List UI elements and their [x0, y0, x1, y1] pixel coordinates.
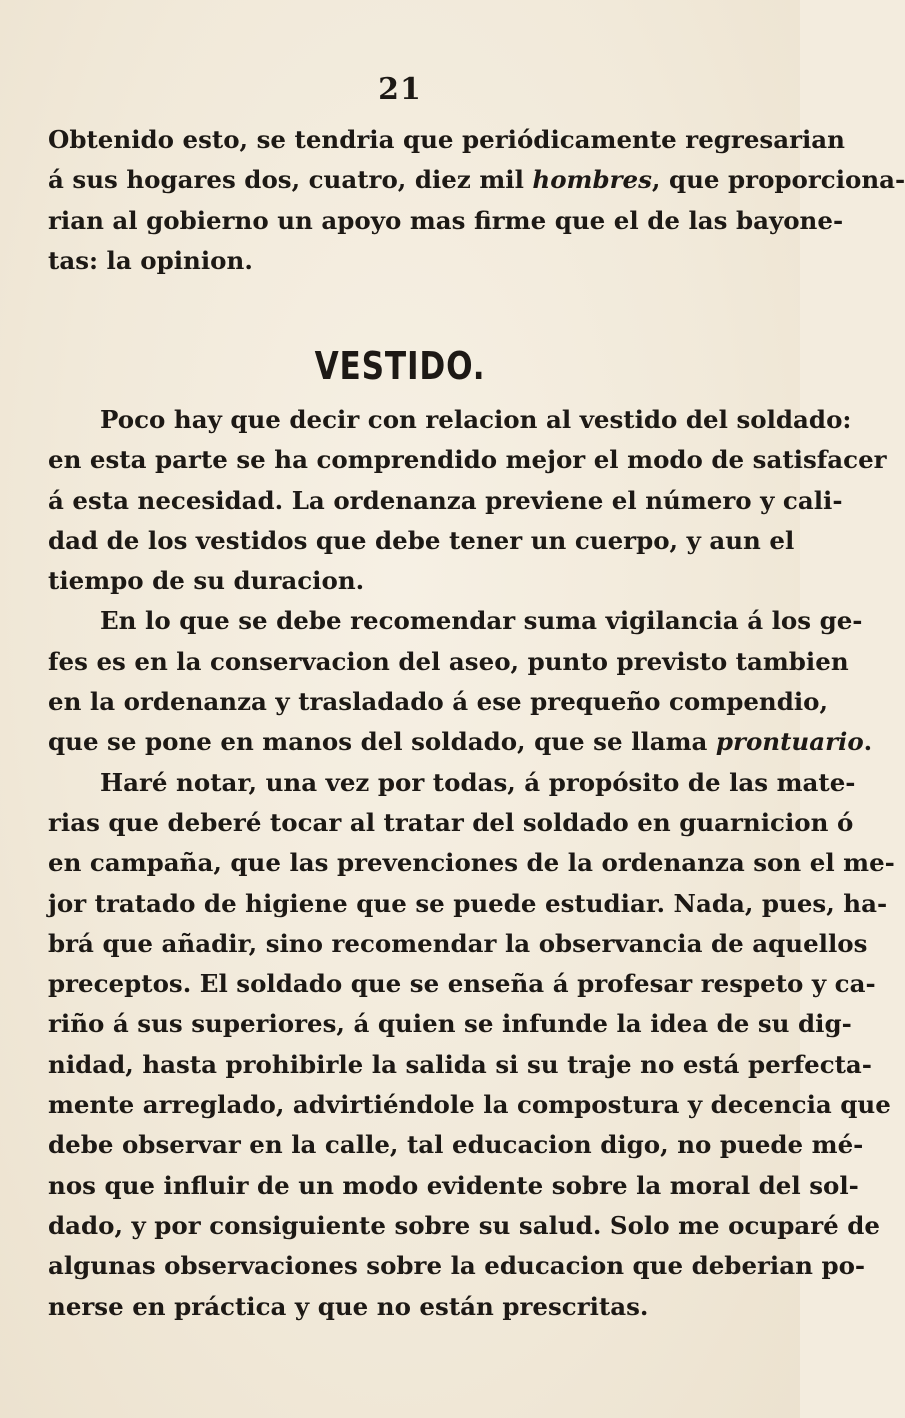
text-line: Haré notar, una vez por todas, á propósito de las mate- — [100, 767, 856, 797]
text-line: á sus hogares dos, cuatro, diez mil hombres, que proporciona- — [48, 165, 905, 195]
text-line: en la ordenanza y trasladado á ese prequeño compendio, — [48, 687, 829, 717]
italic-word: prontuario — [715, 727, 864, 757]
text-line: rian al gobierno un apoyo mas firme que el de las bayone- — [48, 205, 844, 235]
text-line: dado, y por consiguiente sobre su salud. Solo me ocuparé de — [48, 1210, 880, 1240]
text-line: rias que deberé tocar al tratar del soldado en guarnicion ó — [48, 807, 854, 837]
text-line: nerse en práctica y que no están prescritas. — [48, 1291, 649, 1321]
paragraph-vestido — [48, 400, 895, 1327]
intro-paragraph — [48, 120, 905, 281]
text-line: debe observar en la calle, tal educacion digo, no puede mé- — [48, 1130, 864, 1160]
text-line: nos que influir de un modo evidente sobre la moral del sol- — [48, 1170, 859, 1200]
text-line: mente arreglado, advirtiéndole la compostura y decencia que — [48, 1090, 891, 1120]
section-heading: VESTIDO. — [314, 344, 486, 388]
italic-word: hombres — [532, 165, 652, 195]
text-line: Poco hay que decir con relacion al vestido del soldado: — [100, 405, 852, 434]
page-number: 21 — [378, 72, 422, 107]
text-line: en esta parte se ha comprendido mejor el modo de satisfacer — [48, 445, 887, 475]
text-line: riño á sus superiores, á quien se infunde la idea de su dig- — [48, 1009, 852, 1039]
text-line: dad de los vestidos que debe tener un cuerpo, y aun el — [48, 525, 795, 555]
text-line: jor tratado de higiene que se puede estudiar. Nada, pues, ha- — [48, 888, 888, 918]
text-line: preceptos. El soldado que se enseña á profesar respeto y ca- — [48, 969, 876, 999]
text-line: En lo que se debe recomendar suma vigilancia á los ge- — [100, 606, 863, 636]
text-line: á esta necesidad. La ordenanza previene el número y cali- — [48, 485, 843, 515]
text-line: nidad, hasta prohibirle la salida si su traje no está perfecta- — [48, 1049, 872, 1079]
text-line: fes es en la conservacion del aseo, punto previsto tambien — [48, 646, 849, 676]
text-line: que se pone en manos del soldado, que se llama prontuario. — [48, 727, 873, 757]
text-line: algunas observaciones sobre la educacion que deberian po- — [48, 1251, 866, 1281]
text-line: en campaña, que las prevenciones de la ordenanza son el me- — [48, 848, 895, 878]
text-line: tas: la opinion. — [48, 245, 253, 275]
text-line: tiempo de su duracion. — [48, 566, 365, 596]
text-line: Obtenido esto, se tendria que periódicamente regresarian — [48, 125, 845, 154]
text-line: brá que añadir, sino recomendar la observancia de aquellos — [48, 928, 868, 958]
